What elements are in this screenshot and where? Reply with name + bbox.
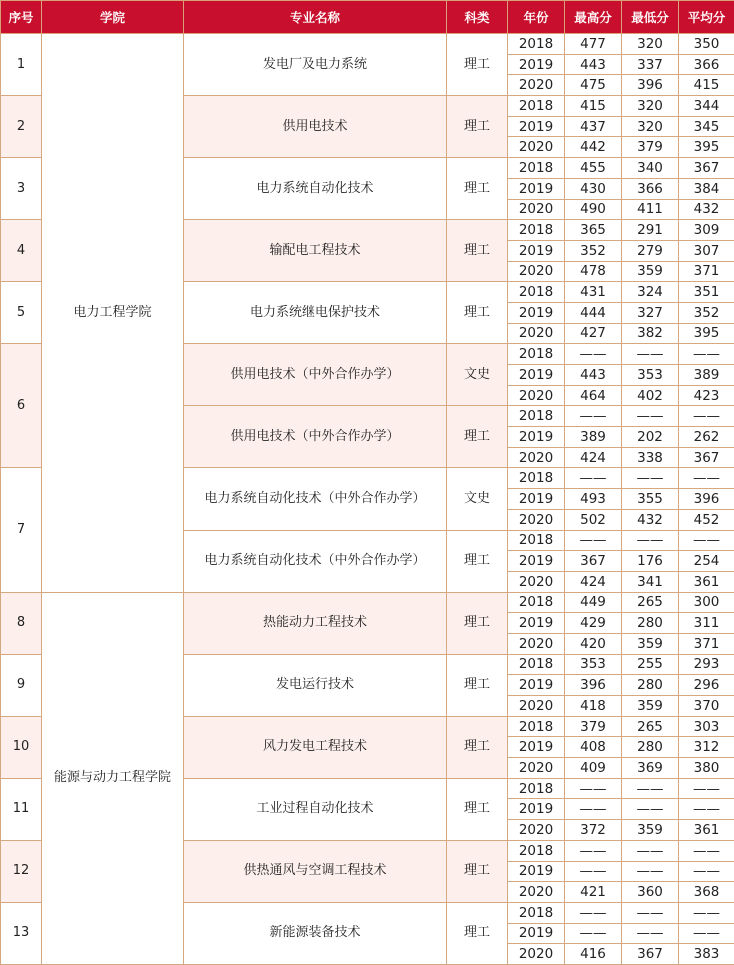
max-score-cell: —— [565,468,622,489]
max-score-cell: 502 [565,509,622,530]
avg-score-cell: 396 [679,489,734,510]
max-score-cell: 475 [565,75,622,96]
min-score-cell: —— [622,923,679,944]
min-score-cell: —— [622,902,679,923]
year-cell: 2020 [508,137,565,158]
major-name: 热能动力工程技术 [184,592,447,654]
major-name: 供热通风与空调工程技术 [184,840,447,902]
year-cell: 2018 [508,778,565,799]
min-score-cell: 320 [622,96,679,117]
min-score-cell: 369 [622,758,679,779]
min-score-cell: 359 [622,696,679,717]
subject-type: 理工 [447,220,508,282]
subject-type: 理工 [447,592,508,654]
row-seq: 4 [1,220,42,282]
row-seq: 13 [1,902,42,964]
school-name: 能源与动力工程学院 [42,592,184,964]
major-name: 供用电技术（中外合作办学） [184,344,447,406]
min-score-cell: 359 [622,261,679,282]
subject-type: 理工 [447,282,508,344]
subject-type: 理工 [447,654,508,716]
year-cell: 2019 [508,302,565,323]
year-cell: 2018 [508,220,565,241]
min-score-cell: —— [622,344,679,365]
min-score-cell: 265 [622,592,679,613]
year-cell: 2018 [508,282,565,303]
min-score-cell: 338 [622,447,679,468]
avg-score-cell: —— [679,840,734,861]
year-cell: 2018 [508,468,565,489]
max-score-cell: 431 [565,282,622,303]
major-name: 电力系统自动化技术（中外合作办学） [184,530,447,592]
row-seq: 3 [1,158,42,220]
header-min-score: 最低分 [622,1,679,34]
year-cell: 2020 [508,696,565,717]
min-score-cell: —— [622,406,679,427]
min-score-cell: —— [622,530,679,551]
avg-score-cell: 262 [679,427,734,448]
avg-score-cell: —— [679,406,734,427]
min-score-cell: 320 [622,34,679,55]
max-score-cell: —— [565,840,622,861]
major-name: 发电厂及电力系统 [184,34,447,96]
row-seq: 12 [1,840,42,902]
min-score-cell: 320 [622,116,679,137]
row-seq: 1 [1,34,42,96]
subject-type: 理工 [447,902,508,964]
min-score-cell: 396 [622,75,679,96]
max-score-cell: 367 [565,551,622,572]
max-score-cell: 409 [565,758,622,779]
subject-type: 理工 [447,34,508,96]
year-cell: 2019 [508,675,565,696]
header-seq: 序号 [1,1,42,34]
max-score-cell: 421 [565,882,622,903]
min-score-cell: 280 [622,737,679,758]
avg-score-cell: 312 [679,737,734,758]
row-seq: 2 [1,96,42,158]
avg-score-cell: —— [679,344,734,365]
avg-score-cell: 345 [679,116,734,137]
max-score-cell: 442 [565,137,622,158]
max-score-cell: —— [565,530,622,551]
avg-score-cell: 296 [679,675,734,696]
min-score-cell: 176 [622,551,679,572]
row-seq: 11 [1,778,42,840]
year-cell: 2020 [508,571,565,592]
min-score-cell: 367 [622,944,679,965]
year-cell: 2019 [508,178,565,199]
year-cell: 2020 [508,447,565,468]
avg-score-cell: —— [679,778,734,799]
min-score-cell: 280 [622,675,679,696]
max-score-cell: 427 [565,323,622,344]
max-score-cell: 420 [565,633,622,654]
max-score-cell: 372 [565,820,622,841]
max-score-cell: 396 [565,675,622,696]
subject-type: 文史 [447,344,508,406]
row-seq: 6 [1,344,42,468]
min-score-cell: 324 [622,282,679,303]
year-cell: 2018 [508,716,565,737]
avg-score-cell: 307 [679,240,734,261]
avg-score-cell: 432 [679,199,734,220]
year-cell: 2018 [508,344,565,365]
major-name: 发电运行技术 [184,654,447,716]
major-name: 供用电技术（中外合作办学） [184,406,447,468]
major-name: 工业过程自动化技术 [184,778,447,840]
min-score-cell: 340 [622,158,679,179]
min-score-cell: —— [622,840,679,861]
min-score-cell: 366 [622,178,679,199]
year-cell: 2018 [508,902,565,923]
max-score-cell: 352 [565,240,622,261]
max-score-cell: 389 [565,427,622,448]
header-school: 学院 [42,1,184,34]
year-cell: 2019 [508,116,565,137]
max-score-cell: 424 [565,447,622,468]
header-major: 专业名称 [184,1,447,34]
row-seq: 9 [1,654,42,716]
max-score-cell: 490 [565,199,622,220]
avg-score-cell: 361 [679,820,734,841]
subject-type: 理工 [447,530,508,592]
year-cell: 2019 [508,427,565,448]
row-seq: 7 [1,468,42,592]
subject-type: 理工 [447,96,508,158]
year-cell: 2020 [508,758,565,779]
year-cell: 2019 [508,551,565,572]
max-score-cell: 477 [565,34,622,55]
min-score-cell: 337 [622,54,679,75]
min-score-cell: 402 [622,385,679,406]
header-type: 科类 [447,1,508,34]
max-score-cell: —— [565,406,622,427]
avg-score-cell: 371 [679,261,734,282]
avg-score-cell: 352 [679,302,734,323]
min-score-cell: —— [622,778,679,799]
year-cell: 2020 [508,75,565,96]
row-seq: 5 [1,282,42,344]
max-score-cell: 455 [565,158,622,179]
avg-score-cell: 351 [679,282,734,303]
year-cell: 2020 [508,633,565,654]
avg-score-cell: —— [679,902,734,923]
year-cell: 2019 [508,737,565,758]
avg-score-cell: 311 [679,613,734,634]
year-cell: 2019 [508,240,565,261]
max-score-cell: 443 [565,54,622,75]
year-cell: 2020 [508,323,565,344]
max-score-cell: 415 [565,96,622,117]
year-cell: 2019 [508,365,565,386]
major-name: 电力系统自动化技术（中外合作办学） [184,468,447,530]
major-name: 电力系统继电保护技术 [184,282,447,344]
year-cell: 2020 [508,199,565,220]
avg-score-cell: —— [679,799,734,820]
min-score-cell: 359 [622,633,679,654]
max-score-cell: 418 [565,696,622,717]
avg-score-cell: —— [679,861,734,882]
max-score-cell: 449 [565,592,622,613]
year-cell: 2018 [508,406,565,427]
avg-score-cell: 380 [679,758,734,779]
min-score-cell: 411 [622,199,679,220]
year-cell: 2019 [508,613,565,634]
major-name: 供用电技术 [184,96,447,158]
header-row [1,1,734,34]
year-cell: 2019 [508,861,565,882]
year-cell: 2019 [508,799,565,820]
year-cell: 2018 [508,158,565,179]
avg-score-cell: 423 [679,385,734,406]
avg-score-cell: 350 [679,34,734,55]
table-row [1,592,734,613]
max-score-cell: 365 [565,220,622,241]
avg-score-cell: 415 [679,75,734,96]
avg-score-cell: 303 [679,716,734,737]
min-score-cell: 279 [622,240,679,261]
avg-score-cell: 367 [679,158,734,179]
year-cell: 2020 [508,944,565,965]
max-score-cell: —— [565,344,622,365]
max-score-cell: 437 [565,116,622,137]
subject-type: 理工 [447,840,508,902]
min-score-cell: —— [622,861,679,882]
max-score-cell: 478 [565,261,622,282]
min-score-cell: 355 [622,489,679,510]
avg-score-cell: 293 [679,654,734,675]
subject-type: 文史 [447,468,508,530]
year-cell: 2018 [508,840,565,861]
max-score-cell: —— [565,861,622,882]
year-cell: 2019 [508,489,565,510]
header-year: 年份 [508,1,565,34]
header-avg-score: 平均分 [679,1,734,34]
year-cell: 2018 [508,34,565,55]
min-score-cell: 379 [622,137,679,158]
major-name: 输配电工程技术 [184,220,447,282]
year-cell: 2020 [508,509,565,530]
avg-score-cell: —— [679,923,734,944]
max-score-cell: 443 [565,365,622,386]
year-cell: 2019 [508,923,565,944]
min-score-cell: 291 [622,220,679,241]
year-cell: 2018 [508,530,565,551]
year-cell: 2019 [508,54,565,75]
major-name: 风力发电工程技术 [184,716,447,778]
year-cell: 2018 [508,96,565,117]
min-score-cell: 382 [622,323,679,344]
max-score-cell: —— [565,778,622,799]
max-score-cell: 424 [565,571,622,592]
max-score-cell: 430 [565,178,622,199]
max-score-cell: 379 [565,716,622,737]
min-score-cell: 327 [622,302,679,323]
avg-score-cell: 371 [679,633,734,654]
avg-score-cell: 344 [679,96,734,117]
max-score-cell: —— [565,902,622,923]
school-name: 电力工程学院 [42,34,184,593]
max-score-cell: 429 [565,613,622,634]
max-score-cell: 464 [565,385,622,406]
avg-score-cell: 370 [679,696,734,717]
major-name: 电力系统自动化技术 [184,158,447,220]
min-score-cell: —— [622,799,679,820]
table-row [1,34,734,55]
min-score-cell: 341 [622,571,679,592]
min-score-cell: 432 [622,509,679,530]
avg-score-cell: 395 [679,137,734,158]
year-cell: 2018 [508,592,565,613]
avg-score-cell: 452 [679,509,734,530]
min-score-cell: 359 [622,820,679,841]
year-cell: 2020 [508,385,565,406]
avg-score-cell: 395 [679,323,734,344]
max-score-cell: 353 [565,654,622,675]
year-cell: 2018 [508,654,565,675]
subject-type: 理工 [447,778,508,840]
min-score-cell: 202 [622,427,679,448]
row-seq: 8 [1,592,42,654]
table-body [1,34,734,965]
avg-score-cell: 389 [679,365,734,386]
header-max-score: 最高分 [565,1,622,34]
major-name: 新能源装备技术 [184,902,447,964]
year-cell: 2020 [508,882,565,903]
avg-score-cell: 361 [679,571,734,592]
avg-score-cell: —— [679,530,734,551]
row-seq: 10 [1,716,42,778]
avg-score-cell: 367 [679,447,734,468]
max-score-cell: 444 [565,302,622,323]
subject-type: 理工 [447,158,508,220]
max-score-cell: 408 [565,737,622,758]
subject-type: 理工 [447,716,508,778]
year-cell: 2020 [508,820,565,841]
avg-score-cell: 309 [679,220,734,241]
min-score-cell: 280 [622,613,679,634]
avg-score-cell: 254 [679,551,734,572]
min-score-cell: —— [622,468,679,489]
min-score-cell: 360 [622,882,679,903]
avg-score-cell: 366 [679,54,734,75]
max-score-cell: —— [565,923,622,944]
min-score-cell: 255 [622,654,679,675]
min-score-cell: 353 [622,365,679,386]
avg-score-cell: 368 [679,882,734,903]
min-score-cell: 265 [622,716,679,737]
max-score-cell: 416 [565,944,622,965]
subject-type: 理工 [447,406,508,468]
year-cell: 2020 [508,261,565,282]
max-score-cell: —— [565,799,622,820]
avg-score-cell: 383 [679,944,734,965]
max-score-cell: 493 [565,489,622,510]
avg-score-cell: 300 [679,592,734,613]
avg-score-cell: 384 [679,178,734,199]
avg-score-cell: —— [679,468,734,489]
